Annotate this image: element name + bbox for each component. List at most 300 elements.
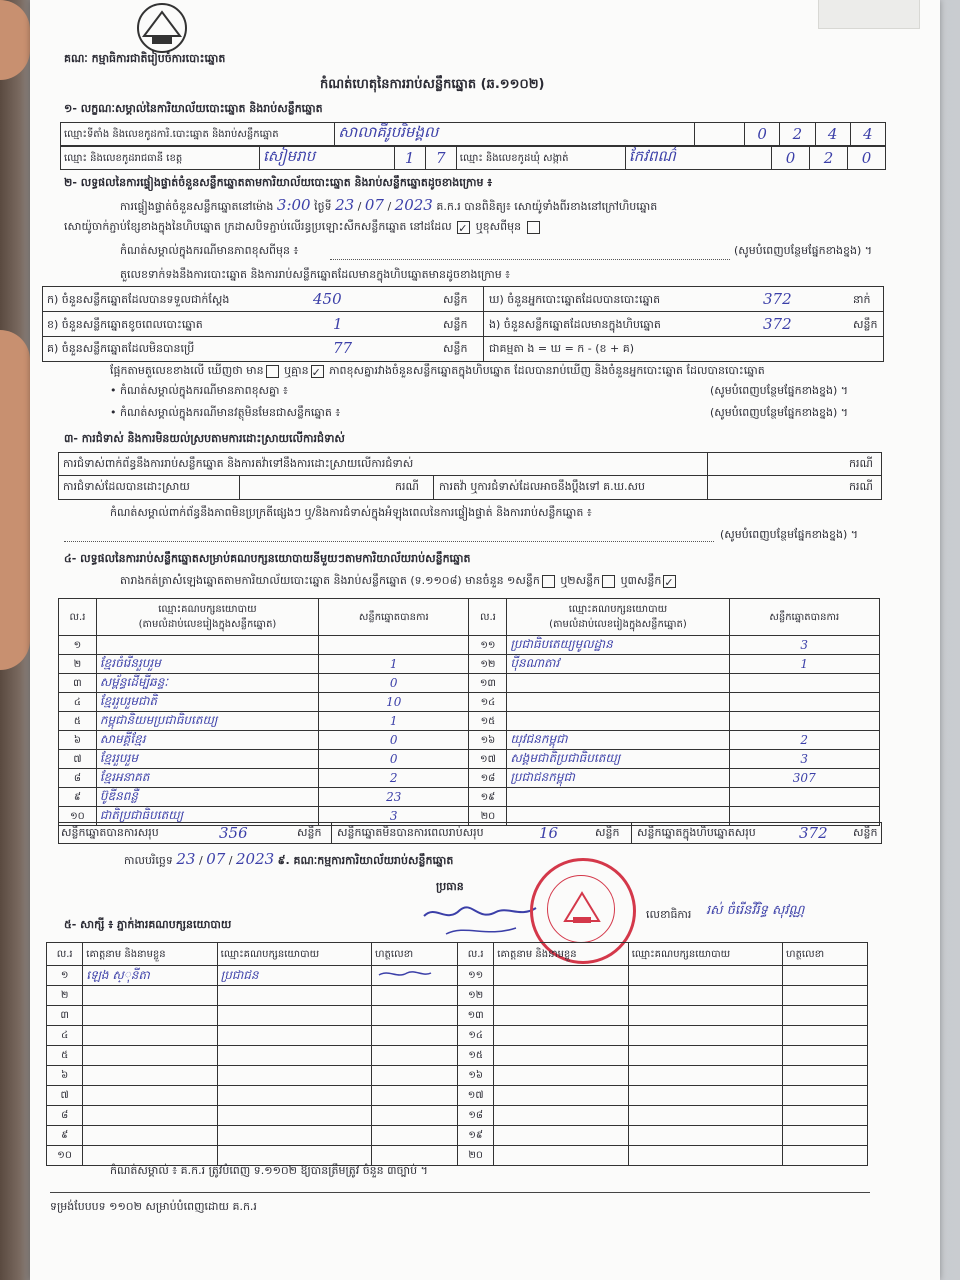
totals-row (58, 822, 882, 844)
col-name: គោត្តនាម និងនាមខ្លួន (83, 943, 217, 966)
emblem-icon (130, 2, 194, 54)
unused-value: 77 (333, 339, 353, 357)
row-no-cell (47, 1026, 83, 1046)
check-time-value: 3:00 (276, 196, 311, 214)
party-votes: 1 (389, 714, 398, 728)
party-votes-cell (319, 731, 469, 750)
date-month: 07 (364, 196, 384, 214)
has-diff-checkbox[interactable] (266, 365, 279, 378)
table-row (59, 674, 880, 693)
signature-cell (372, 1106, 458, 1126)
row-no: ១៥ (468, 1050, 483, 1061)
table-row (59, 655, 880, 674)
secretary-label: លេខាធិការ (646, 908, 692, 921)
col-name: គោត្តនាម និងនាមខ្លួន (494, 943, 628, 966)
witness-party-cell (628, 986, 782, 1006)
two-sheet-label: ឬ២សន្លឹក (560, 574, 601, 587)
table-row (59, 712, 880, 731)
table-row (59, 788, 880, 807)
note2-label: • កំណត់សម្គាល់ក្នុងករណីមានភាពខុសគ្នា ៖ (110, 384, 288, 397)
signature-cell (372, 1146, 458, 1166)
row-no: ១២ (468, 990, 484, 1001)
table-row (59, 636, 880, 655)
party-votes-cell (729, 636, 880, 655)
party-votes-cell (319, 788, 469, 807)
case-label: ករណី (395, 480, 419, 493)
row-no: ៥ (73, 715, 81, 727)
party-name: ខ្មែរចំរើនរួបរួម (99, 656, 161, 670)
row-no-cell (59, 655, 97, 674)
party-votes-cell (319, 750, 469, 769)
witness-name: ឡេង ស្ុនីតា (86, 967, 150, 982)
table-row (47, 1006, 868, 1026)
col-party: ឈ្មោះគណបក្សនយោបាយ (217, 943, 371, 966)
date-label: ថ្ងៃទី (314, 200, 332, 213)
invalid-total-value: 16 (539, 824, 559, 842)
party-name: សាមគ្គីខ្មែរ (99, 732, 146, 746)
commune-value: កែវពណ៌ (628, 147, 676, 165)
signature-cell (372, 1086, 458, 1106)
witness-party-cell (217, 1026, 371, 1046)
figures-box (42, 286, 884, 362)
row-no: ២០ (480, 810, 496, 822)
party-votes: 2 (389, 771, 398, 785)
section2-heading: ២- លទ្ធផលនៃការផ្ទៀងផ្ទាត់ចំនួនសន្លឹកឆ្នោតតាមការិយាល័យបោះឆ្នោត និងរាប់សន្លឹកឆ្នោតដូចខាងក្រោម ៖ (64, 176, 493, 189)
col-party-sub: (តាមលំដាប់លេខរៀងក្នុងសន្លឹកឆ្នោត) (549, 619, 687, 630)
table-row (47, 1066, 868, 1086)
witness-party-cell (217, 986, 371, 1006)
row-no-cell (47, 1046, 83, 1066)
row-no: ៣ (73, 677, 82, 689)
row-no-cell (59, 674, 97, 693)
sign-year: 2023 (235, 850, 275, 868)
witness-party-cell (628, 1106, 782, 1126)
row-no: ២ (73, 658, 82, 670)
party-name: សម្ព័ន្ធដើម្បីឆន្ទៈ (99, 675, 169, 689)
row-no-cell (469, 674, 507, 693)
table-row (47, 1086, 868, 1106)
row-no-cell (59, 750, 97, 769)
party-votes-cell (729, 712, 880, 731)
party-name-cell (96, 693, 318, 712)
party-name: សង្គមជាតិប្រជាធិបតេយ្យ (510, 751, 621, 765)
party-name-cell (507, 636, 729, 655)
witness-name-cell (83, 1006, 217, 1026)
row-no-cell (47, 1106, 83, 1126)
party-votes-cell (319, 693, 469, 712)
table-row (47, 1126, 868, 1146)
one-sheet-checkbox[interactable] (542, 575, 555, 588)
witness-name-cell (494, 966, 628, 986)
party-votes: 3 (389, 809, 398, 823)
party-name: ប៊ូឌីនពន្លឺ (99, 789, 138, 803)
row-no: ១ (60, 970, 69, 981)
witness-name-cell (83, 1046, 217, 1066)
row-no-cell (458, 1026, 494, 1046)
party-name-cell (507, 750, 729, 769)
witness-name-cell (494, 1106, 628, 1126)
code-digit: 0 (757, 125, 767, 143)
party-votes-cell (319, 655, 469, 674)
row-no-cell (469, 655, 507, 674)
row-no-cell (458, 966, 494, 986)
fill-note: (សូមបំពេញបន្ថែមផ្នែកខាងខ្នង) ។ (720, 528, 859, 541)
row-no-cell (59, 731, 97, 750)
witness-name-cell (83, 966, 217, 986)
table-row (47, 1026, 868, 1046)
signature-cell (783, 1026, 868, 1046)
party-votes-cell (729, 750, 880, 769)
row-no: ១៦ (480, 734, 496, 746)
row-no-cell (469, 712, 507, 731)
row-no-cell (47, 1086, 83, 1106)
signature-cell (783, 1046, 868, 1066)
witness-name-cell (494, 1046, 628, 1066)
voters-value: 372 (763, 290, 792, 308)
signature-cell (783, 1006, 868, 1026)
chair-signature (416, 894, 546, 944)
section3-heading: ៣- ការជំទាស់ និងការមិនយល់ស្របតាមការដោះស្រាយលើការជំទាស់ (64, 432, 345, 445)
row-no: ១៧ (467, 1090, 484, 1101)
table-row (59, 693, 880, 712)
changed-checkbox[interactable] (527, 221, 540, 234)
invalid-total-label: សន្លឹកឆ្នោតមិនបានការពេលរាប់សរុប (337, 826, 484, 839)
party-name-cell (507, 655, 729, 674)
witness-name-cell (494, 1026, 628, 1046)
three-sheet-checkbox[interactable]: ✓ (663, 575, 676, 588)
signature-cell (783, 1106, 868, 1126)
row-no: ៥ (61, 1050, 69, 1061)
signature-cell (783, 986, 868, 1006)
col-sign: ហត្ថលេខា (372, 943, 458, 966)
party-votes-cell (319, 674, 469, 693)
date-year: 2023 (394, 196, 433, 214)
witness-name-cell (83, 986, 217, 1006)
row-no-cell (47, 986, 83, 1006)
row-no: ៤ (73, 696, 81, 708)
form-footer: ទម្រង់បែបបទ ១១០២ សម្រាប់បំពេញដោយ គ.ក.រ (50, 1200, 257, 1213)
witness-party-cell (217, 1086, 371, 1106)
witness-name-cell (83, 1026, 217, 1046)
diff-label: ផ្អែកតាមតួលេខខាងលើ ឃើញថា មាន (110, 364, 264, 377)
party-name: ខ្មែររួបរួម (99, 751, 138, 765)
province-code-digit: 7 (435, 149, 446, 167)
table-row (47, 1146, 868, 1166)
col-party (96, 599, 318, 636)
party-votes-cell (729, 731, 880, 750)
inbox-label: ង) ចំនួនសន្លឹកឆ្នោតដែលមានក្នុងហិបឆ្នោត (489, 318, 661, 331)
holding-finger (0, 330, 30, 670)
party-name-cell (96, 655, 318, 674)
party-votes: 1 (800, 657, 809, 671)
party-votes: 10 (386, 695, 402, 709)
signature-cell (372, 986, 458, 1006)
people-unit: នាក់ (853, 293, 871, 306)
party-name-cell (507, 674, 729, 693)
witness-party-cell (628, 1066, 782, 1086)
row-no: ១៨ (468, 1110, 483, 1121)
row-no-cell (458, 986, 494, 1006)
signature-cell (783, 1066, 868, 1086)
row-no: ៩ (61, 1130, 69, 1141)
col-party-text: ឈ្មោះគណបក្សនយោបាយ (568, 604, 668, 615)
unit-label: សន្លឹក (297, 826, 322, 839)
commune-code-digit: 2 (823, 149, 834, 167)
party-votes: 0 (389, 733, 398, 747)
col-votes: សន្លឹកឆ្នោតបានការ (729, 599, 880, 636)
witness-signature (375, 967, 435, 981)
date-label: កាលបរិច្ឆេទ (124, 854, 173, 867)
row-no: ១៩ (480, 791, 496, 803)
fill-note: (សូមបំពេញបន្ថែមផ្នែកខាងខ្នង) ។ (710, 406, 849, 419)
party-votes: 3 (800, 752, 809, 766)
row-no: ២០ (468, 1150, 483, 1161)
org-name: គណៈ កម្មាធិការជាតិរៀបចំការបោះឆ្នោត (64, 52, 226, 65)
row-no-cell (469, 636, 507, 655)
party-name-cell (96, 769, 318, 788)
col-sign: ហត្ថលេខា (783, 943, 868, 966)
row-no-cell (469, 769, 507, 788)
party-name-cell (96, 636, 318, 655)
witness-party-cell (628, 966, 782, 986)
witness-name-cell (494, 1126, 628, 1146)
witness-party-cell (217, 966, 371, 986)
party-name: ប៉ីនណាតាវ (510, 656, 560, 670)
party-votes: 23 (386, 790, 402, 804)
witness-name-cell (83, 1086, 217, 1106)
section4-heading: ៤- លទ្ធផលនៃការរាប់សន្លឹកឆ្នោតសម្រាប់គណបក្សនយោបាយនីមួយៗតាមការិយាល័យរាប់សន្លឹកឆ្នោត (64, 552, 471, 565)
party-name: កម្ពុជានិយមប្រជាធិបតេយ្យ (99, 713, 218, 727)
col-no: ល.រ (47, 943, 83, 966)
col-party (507, 599, 729, 636)
resolved-label: ការជំទាស់ដែលបានដោះស្រាយ (63, 480, 190, 493)
witness-party-cell (217, 1046, 371, 1066)
signature-cell (783, 1086, 868, 1106)
seal-text: សោយ៉ូចាក់ភ្ជាប់ខ្សែខាងក្នុងនៃហិបឆ្នោត ក្រដាសបិទភ្ជាប់លើរន្ធប្រឡោះសឺកសន្លឹកឆ្នោត នៅដដែល (64, 220, 452, 233)
committee-label: ៩. គណៈកម្មការការិយាល័យរាប់សន្លឹកឆ្នោត (277, 854, 454, 867)
spoiled-value: 1 (333, 315, 343, 333)
secretary-name: រស់ ចំរើនវិរិទ្ធ សុវណ្ណ (706, 903, 805, 918)
row-no: ១២ (480, 658, 496, 670)
table-row (59, 769, 880, 788)
witness-table (46, 942, 868, 1166)
party-name-cell (507, 769, 729, 788)
section1-table-row2 (60, 146, 886, 170)
fill-note: (សូមបំពេញបន្ថែមផ្នែកខាងខ្នង) ។ (710, 384, 849, 397)
row-no: ៩ (73, 791, 81, 803)
row-no-cell (469, 693, 507, 712)
location-label: ឈ្មោះទីតាំង និងលេខកូដការិ.បោះឆ្នោត និងរាប់សន្លឹកឆ្នោត (61, 123, 335, 146)
row-no: ៤ (61, 1030, 69, 1041)
province-value: សៀមរាប (263, 147, 316, 165)
case-label: ករណី (849, 480, 873, 493)
row-no-cell (59, 788, 97, 807)
witness-name-cell (83, 1146, 217, 1166)
row-no-cell (458, 1126, 494, 1146)
signature-cell (372, 1026, 458, 1046)
party-name-cell (96, 731, 318, 750)
row-no: ៧ (73, 753, 82, 765)
party-name: ប្រជាជនកម្ពុជា (510, 770, 575, 784)
signature-cell (372, 1046, 458, 1066)
row-no: ១៩ (468, 1130, 483, 1141)
sign-month: 07 (206, 850, 226, 868)
unit-label: សន្លឹក (853, 318, 878, 331)
results-table (58, 598, 880, 826)
unit-label: សន្លឹក (853, 826, 878, 839)
check-time-label: ការផ្ទៀងផ្ទាត់ចំនួនសន្លឹកឆ្នោតនៅម៉ោង (120, 200, 274, 213)
witness-party-cell (628, 1126, 782, 1146)
table-row (59, 731, 880, 750)
witness-party-cell (217, 1106, 371, 1126)
col-party: ឈ្មោះគណបក្សនយោបាយ (628, 943, 782, 966)
party-name-cell (507, 731, 729, 750)
witness-party-cell (628, 1086, 782, 1106)
row-no: ៧ (60, 1090, 69, 1101)
col-party-text: ឈ្មោះគណបក្សនយោបាយ (158, 604, 257, 615)
row-no-cell (458, 1006, 494, 1026)
unit-label: សន្លឹក (443, 293, 468, 306)
row-no-cell (458, 1146, 494, 1166)
tape (818, 0, 920, 29)
row-no-cell (47, 1126, 83, 1146)
party-name-cell (507, 788, 729, 807)
row-no-cell (59, 712, 97, 731)
irregularities-note: កំណត់សម្គាល់ពាក់ព័ន្ធនឹងភាពមិនប្រក្រតីផ្សេងៗ ឬ/និងការជំទាស់ក្នុងអំឡុងពេលនៃការផ្ទៀងផ្ទាត់ និងការរាប់សន្លឹកឆ្នោត ៖ (110, 506, 592, 519)
no-diff-checkbox[interactable]: ✓ (311, 365, 324, 378)
witness-name-cell (494, 1146, 628, 1166)
signature-cell (783, 1126, 868, 1146)
party-votes-cell (729, 788, 880, 807)
row-no: ៦ (73, 734, 81, 746)
party-votes-cell (319, 712, 469, 731)
party-votes-cell (729, 769, 880, 788)
unit-label: សន្លឹក (443, 342, 468, 355)
row-no-cell (458, 1086, 494, 1106)
witness-party-cell (217, 1006, 371, 1026)
party-votes-cell (729, 655, 880, 674)
row-no: ៨ (73, 772, 81, 784)
party-name-cell (96, 712, 318, 731)
province-label: ឈ្មោះ និងលេខកូដរាជធានី ខេត្ត (61, 147, 260, 170)
no-diff-label: ឬគ្មាន (284, 364, 309, 377)
row-no-cell (47, 966, 83, 986)
diff-text: ភាពខុសគ្នារវាងចំនួនសន្លឹកឆ្នោតក្នុងហិបឆ្នោត ដែលបានរាប់ឃើញ និងចំនួនអ្នកបោះឆ្នោត ដែលបានបោះឆ្នោត (329, 364, 765, 377)
row-no: ១១ (468, 970, 484, 981)
witness-name-cell (494, 1086, 628, 1106)
witness-party-cell (628, 1046, 782, 1066)
form-sheet: គណៈ កម្មាធិការជាតិរៀបចំការបោះឆ្នោត កំណត់ហេតុនៃការរាប់សន្លឹកឆ្នោត (ឆ.១១០២) ១- លក្ខណៈសម្គាល់នៃការិយាល័យបោះឆ្នោត និងរាប់សន្លឹកឆ្នោត ឈ្មោះទីតាំង និងលេខកូដការិ.បោះឆ្នោត និងរាប់សន្លឹកឆ្នោត សាលាគីរូបរិមង្គល 0 2 4 4 ឈ្មោះ និងលេខកូដរាជធានី ខេត្ត សៀមរាប 1 7 ឈ្មោះ និងលេខកូដឃុំ សង្កាត់ កែវពណ៌ 0 2 0 ២- លទ្ធផលនៃការផ្ទៀងផ្ទាត់ចំនួនសន្លឹកឆ្នោតតាមការិយាល័យបោះឆ្នោត និងរាប់សន្លឹកឆ្នោតដូចខាងក្រោម ៖ ការផ្ទៀងផ្ទាត់ចំនួនសន្លឹកឆ្នោតនៅម៉ោង 3:00 ថ្ងៃទី 23 / 07 / 2023 គ.ក.រ បានពិនិត្យ៖ សោយ៉ូទាំងពីរខាងនៅក្រៅហិបឆ្នោត សោយ៉ូចាក់ភ្ជាប់ខ្សែខាងក្នុងនៃហិបឆ្នោត ក្រដាសបិទភ្ជាប់លើរន្ធប្រឡោះសឺកសន្លឹកឆ្នោត នៅដដែល ✓ ឬខុសពីមុន កំណត់សម្គាល់ក្នុងករណីមានភាពខុសពីមុន ៖ (សូមបំពេញបន្ថែមផ្នែកខាងខ្នង) ។ តួលេខទាក់ទងនឹងការបោះឆ្នោត និងការរាប់សន្លឹកឆ្នោតដែលមានក្នុងហិបឆ្នោតមានដូចខាងក្រោម ៖ ក) ចំនួនសន្លឹកឆ្នោតដែលបានទទួលជាក់ស្តែង 450 សន្លឹក ខ) ចំនួនសន្លឹកឆ្នោតខូចពេលបោះឆ្នោត 1 សន្លឹក គ) ចំនួនសន្លឹកឆ្នោតដែលមិនបានប្រើ 77 សន្លឹក ឃ) ចំនួនអ្នកបោះឆ្នោតដែលបានបោះឆ្នោត 372 នាក់ ង) ចំនួនសន្លឹកឆ្នោតដែលមានក្នុងហិបឆ្នោត 372 សន្លឹក ជាគម្មតា ង = ឃ = ក - (ខ + គ) ផ្អែកតាមតួលេខខាងលើ ឃើញថា មាន ឬគ្មាន ✓ ភាពខុសគ្នារវាងចំនួនសន្លឹកឆ្នោតក្នុងហិបឆ្នោត ដែលបានរាប់ឃើញ និងចំនួនអ្នកបោះឆ្នោត ដែលបានបោះឆ្នោត • កំណត់សម្គាល់ក្នុងករណីមានភាពខុសគ្នា ៖ (សូមបំពេញបន្ថែមផ្នែកខាងខ្នង) ។ • កំណត់សម្គាល់ក្នុងករណីមានវត្ថុមិនមែនជាសន្លឹកឆ្នោត ៖ (សូមបំពេញបន្ថែមផ្នែកខាងខ្នង) ។ ៣- ការជំទាស់ និងការមិនយល់ស្របតាមការដោះស្រាយលើការជំទាស់ ការជំទាស់ពាក់ព័ន្ធនឹងការរាប់សន្លឹកឆ្នោត និងការតវ៉ាទៅនឹងការដោះស្រាយលើការជំទាស់ ករណី ការជំទាស់ដែលបានដោះស្រាយ ករណី ការតវ៉ា ឬការជំទាស់ដែលអាចនឹងប្តឹងទៅ គ.ឃ.សប ករណី កំណត់សម្គាល់ពាក់ព័ន្ធនឹងភាពមិនប្រក្រតីផ្សេងៗ ឬ/និងការជំទាស់ក្នុងអំឡុងពេលនៃការផ្ទៀងផ្ទាត់ និងការរាប់សន្លឹកឆ្នោត ៖ (សូមបំពេញបន្ថែមផ្នែកខាងខ្នង) ។ ៤- លទ្ធផលនៃការរាប់សន្លឹកឆ្នោតសម្រាប់គណបក្សនយោបាយនីមួយៗតាមការិយាល័យរាប់សន្លឹកឆ្នោត តារាងកត់ត្រាសំឡេងឆ្នោតតាមការិយាល័យបោះឆ្នោត និងរាប់សន្លឹកឆ្នោត (ទ.១១០៨) មានចំនួន ១សន្លឹក ឬ២សន្លឹក ឬ៣សន្លឹក ✓ ល.រ ឈ្មោះគណបក្សនយោបាយ (តាមលំដាប់លេខរៀងក្នុងសន្លឹកឆ្នោត) សន្លឹកឆ្នោតបានការ ល.រ ឈ្មោះគណបក្សនយោបាយ (តាមលំដាប់លេខរៀងក្នុងសន្លឹកឆ្នោត) សន្លឹកឆ្នោតបានការ ១ ១១ ប្រជាធិបតេយ្យមូលដ្ឋាន 3 ២ ខ្មែរចំរើនរួបរួម 1 ១២ ប៉ីនណាតាវ 1 ៣ សម្ព័ន្ធដើម្បីឆន្ទៈ 0 ១៣ ៤ ខ្មែររួបរួមជាតិ 10 ១៤ ៥ កម្ពុជានិយមប្រជាធិបតេយ្យ 1 ១៥ ៦ សាមគ្គីខ្មែរ 0 ១៦ យុវជនកម្ពុជា 2 ៧ ខ្មែររួបរួម 0 ១៧ សង្គមជាតិប្រជាធិបតេយ្យ 3 ៨ ខ្មែរអនាគត 2 ១៨ ប្រជាជនកម្ពុជា 307 ៩ ប៊ូឌីនពន្លឺ 23 ១៩ ១០ ជាតិប្រជាធិបតេយ្យ 3 ២០ សន្លឹកឆ្នោតបានការសរុប 356 សន្លឹក សន្លឹកឆ្នោតមិនបានការពេលរាប់សរុប 16 សន្លឹក សន្លឹកឆ្នោតក្នុងហិបឆ្នោតសរុប 372 សន្លឹក កាលបរិច្ឆេទ 23 / 07 / 2023 ៩. គណៈកម្មការការិយាល័យរាប់សន្លឹកឆ្នោត ប្រធាន លេខាធិការ រស់ ចំរើនវិរិទ្ធ សុវណ្ណ ៥- សាក្សី ៖ ភ្នាក់ងារគណបក្សនយោបាយ ល.រ គោត្តនាម និងនាមខ្លួន ឈ្មោះគណបក្សនយោបាយ ហត្ថលេខា ល.រ គោត្តនាម និងនាមខ្លួន ឈ្មោះគណបក្សនយោបាយ ហត្ថលេខា ១ ឡេង ស្ុនីតា ប្រជាជន ១១ ២ ១២ ៣ ១៣ ៤ ១៤ ៥ ១៥ ៦ ១៦ ៧ ១៧ ៨ ១៨ ៩ ១៩ ១០ ២០ កំណត់សម្គាល់ ៖ គ.ក.រ ត្រូវបំពេញ ទ.១១០២ ឱ្យបានត្រឹមត្រូវ ចំនួន ៣ច្បាប់ ។ ទម្រង់បែបបទ ១១០២ សម្រាប់បំពេញដោយ គ.ក.រ (30, 0, 940, 1280)
row-no: ១៣ (479, 677, 496, 689)
row-no: ១៦ (468, 1070, 483, 1081)
two-sheet-checkbox[interactable] (602, 575, 615, 588)
changed-label: ឬខុសពីមុន (475, 220, 522, 233)
row-no-cell (59, 636, 97, 655)
row-no-cell (59, 769, 97, 788)
date-day: 23 (335, 196, 355, 214)
signature-cell (372, 1006, 458, 1026)
row-no: ១១ (480, 639, 496, 651)
table-row (47, 986, 868, 1006)
code-digit: 2 (792, 125, 803, 143)
commune-code-digit: 0 (785, 149, 796, 167)
party-votes-cell (729, 693, 880, 712)
party-votes: 307 (792, 771, 816, 785)
row-no-cell (469, 750, 507, 769)
received-value: 450 (313, 290, 342, 308)
commune-label: ឈ្មោះ និងលេខកូដឃុំ សង្កាត់ (456, 147, 625, 170)
witness-name-cell (494, 1006, 628, 1026)
appeal-label: ការតវ៉ា ឬការជំទាស់ដែលអាចនឹងប្តឹងទៅ គ.ឃ.សប (439, 480, 646, 493)
code-digit: 4 (827, 125, 838, 143)
row-no-cell (469, 788, 507, 807)
party-votes: 0 (389, 752, 398, 766)
witness-party-cell (217, 1146, 371, 1166)
witness-name-cell (83, 1106, 217, 1126)
row-no-cell (47, 1066, 83, 1086)
row-no: ១៧ (480, 753, 496, 765)
row-no-cell (458, 1106, 494, 1126)
objections-label: ការជំទាស់ពាក់ព័ន្ធនឹងការរាប់សន្លឹកឆ្នោត និងការតវ៉ាទៅនឹងការដោះស្រាយលើការជំទាស់ (63, 457, 414, 470)
witness-party: ប្រជាជន (220, 967, 259, 982)
party-name: ប្រជាធិបតេយ្យមូលដ្ឋាន (510, 637, 613, 651)
form-title: កំណត់ហេតុនៃការរាប់សន្លឹកឆ្នោត (ឆ.១១០២) (320, 77, 545, 92)
witness-party-cell (217, 1066, 371, 1086)
case-label: ករណី (849, 457, 873, 470)
figures-intro: តួលេខទាក់ទងនឹងការបោះឆ្នោត និងការរាប់សន្លឹកឆ្នោតដែលមានក្នុងហិបឆ្នោតមានដូចខាងក្រោម ៖ (120, 268, 511, 281)
unchanged-checkbox[interactable]: ✓ (457, 221, 470, 234)
sheet-count-text: តារាងកត់ត្រាសំឡេងឆ្នោតតាមការិយាល័យបោះឆ្នោត និងរាប់សន្លឹកឆ្នោត (ទ.១១០៨) មានចំនួន ១សន្លឹក (120, 574, 540, 587)
signature-cell (372, 1066, 458, 1086)
row-no-cell (59, 693, 97, 712)
table-row (47, 1106, 868, 1126)
row-no-cell (47, 1006, 83, 1026)
signature-cell (783, 966, 868, 986)
col-votes: សន្លឹកឆ្នោតបានការ (319, 599, 469, 636)
unit-label: សន្លឹក (443, 318, 468, 331)
party-votes-cell (319, 769, 469, 788)
location-value: សាលាគីរូបរិមង្គល (338, 123, 439, 141)
party-name-cell (96, 788, 318, 807)
party-votes: 0 (389, 676, 398, 690)
unit-label: សន្លឹក (595, 826, 620, 839)
row-no-cell (458, 1066, 494, 1086)
row-no: ១០ (70, 810, 85, 822)
witness-party-cell (628, 1026, 782, 1046)
section1-heading: ១- លក្ខណៈសម្គាល់នៃការិយាល័យបោះឆ្នោត និងរាប់សន្លឹកឆ្នោត (64, 102, 323, 115)
witness-name-cell (83, 1126, 217, 1146)
party-name: ខ្មែរអនាគត (99, 770, 150, 784)
section1-table (60, 122, 886, 146)
objections-box (58, 452, 882, 500)
sign-day: 23 (176, 850, 196, 868)
row-no: ១ (73, 639, 82, 651)
formula: ជាគម្មតា ង = ឃ = ក - (ខ + គ) (489, 342, 634, 355)
row-no-cell (469, 731, 507, 750)
footnote: កំណត់សម្គាល់ ៖ គ.ក.រ ត្រូវបំពេញ ទ.១១០២ ឱ្យបានត្រឹមត្រូវ ចំនួន ៣ច្បាប់ ។ (110, 1164, 428, 1177)
seal-check-text: គ.ក.រ បានពិនិត្យ៖ សោយ៉ូទាំងពីរខាងនៅក្រៅហិបឆ្នោត (436, 200, 658, 213)
party-name: ខ្មែររួបរួមជាតិ (99, 694, 158, 708)
signature-cell (372, 966, 458, 986)
row-no: ៨ (61, 1110, 69, 1121)
section5-heading: ៥- សាក្សី ៖ ភ្នាក់ងារគណបក្សនយោបាយ (64, 918, 232, 931)
chair-label: ប្រធាន (436, 880, 464, 893)
party-votes-cell (729, 674, 880, 693)
witness-name-cell (494, 986, 628, 1006)
three-sheet-label: ឬ៣សន្លឹក (620, 574, 662, 587)
row-no: ១៨ (480, 772, 496, 784)
col-party-sub: (តាមលំដាប់លេខរៀងក្នុងសន្លឹកឆ្នោត) (138, 619, 277, 630)
